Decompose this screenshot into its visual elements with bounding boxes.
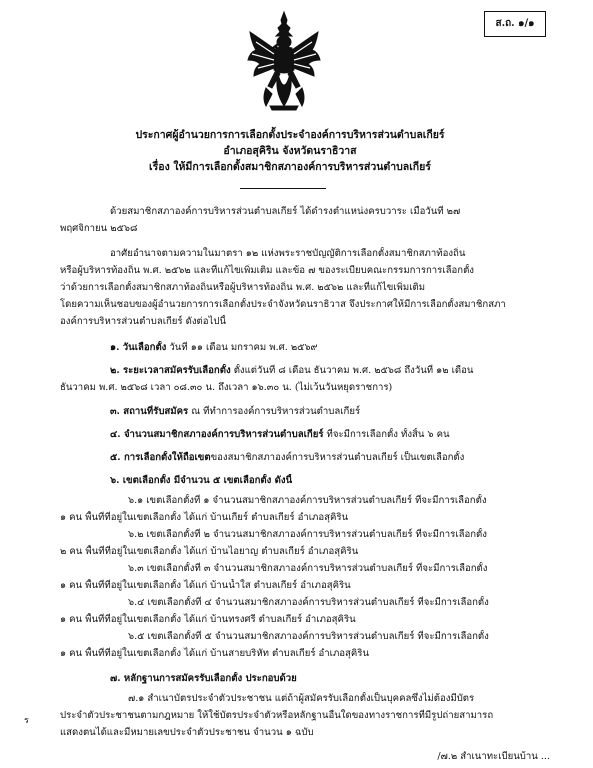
item-3-text: ณ ที่ทำการองค์การบริหารส่วนตำบลเกียร์ bbox=[188, 406, 361, 417]
intro-p2-line3: ว่าด้วยการเลือกตั้งสมาชิกสภาท้องถิ่นหรือผู้บริหารท้องถิ่น พ.ศ. ๒๕๖๒ และที่แก้ไขเพิ่มเติม bbox=[60, 282, 426, 293]
item-3-label: ๓. สถานที่รับสมัคร bbox=[110, 406, 189, 417]
district-1-line2: ๑ คน พื้นที่ที่อยู่ในเขตเลือกตั้ง ได้แก่ บ้านเกียร์ ตำบลเกียร์ อำเภอสุคิริน bbox=[60, 512, 349, 523]
item-7-1-line2: ประจำตัวประชาชนตามกฎหมาย ให้ใช้บัตรประจำตัวหรือหลักฐานอื่นใดของทางราชการที่มีรูปถ่ายสามารถ bbox=[60, 710, 494, 721]
title-line-2: อำเภอสุคิริน จังหวัดนราธิวาส bbox=[223, 145, 357, 157]
item-7-label: ๗. หลักฐานการสมัครรับเลือกตั้ง ประกอบด้วย bbox=[110, 673, 297, 684]
item-1 bbox=[110, 341, 550, 354]
district-2-line1: ๖.๒ เขตเลือกตั้งที่ ๒ จำนวนสมาชิกสภาองค์การบริหารส่วนตำบลเกียร์ ที่จะมีการเลือกตั้ง bbox=[128, 529, 487, 540]
form-code-box: ส.ถ. ๑/๑ bbox=[484, 11, 546, 37]
item-4-text: ที่จะมีการเลือกตั้ง ทั้งสิ้น ๖ คน bbox=[323, 429, 450, 440]
intro-p2-line4: โดยความเห็นชอบของผู้อำนวยการการเลือกตั้งประจำจังหวัดนราธิวาส จึงประกาศให้มีการเลือกตั้งสมาชิกสภา bbox=[60, 299, 506, 310]
title-divider bbox=[240, 188, 326, 189]
item-5-label: ๕. การเลือกตั้งให้ถือเขต bbox=[110, 452, 211, 463]
item-1-text: วันที่ ๑๑ เดือน มกราคม พ.ศ. ๒๕๖๙ bbox=[166, 342, 318, 353]
intro-p2-line2: หรือผู้บริหารท้องถิ่น พ.ศ. ๒๕๖๒ และที่แก้ไขเพิ่มเติม และข้อ ๗ ของระเบียบคณะกรรมการการเลือกตั้ง bbox=[60, 265, 474, 276]
item-5 bbox=[110, 451, 550, 464]
item-7-1-line1: ๗.๑ สำเนาบัตรประจำตัวประชาชน แต่ถ้าผู้สมัครรับเลือกตั้งเป็นบุคคลซึ่งไม่ต้องมีบัตร bbox=[128, 693, 475, 704]
intro-p1-line1: ด้วยสมาชิกสภาองค์การบริหารส่วนตำบลเกียร์ ได้ดำรงตำแหน่งครบวาระ เมื่อวันที่ ๒๗ bbox=[110, 206, 461, 217]
item-3 bbox=[110, 405, 550, 418]
continued-note: /๗.๒ สำเนาทะเบียนบ้าน ... bbox=[437, 751, 550, 762]
district-4-line1: ๖.๔ เขตเลือกตั้งที่ ๔ จำนวนสมาชิกสภาองค์การบริหารส่วนตำบลเกียร์ ที่จะมีการเลือกตั้ง bbox=[128, 597, 489, 608]
item-7-1-line3: แสดงตนได้และมีหมายเลขประจำตัวประชาชน จำนวน ๑ ฉบับ bbox=[60, 727, 314, 738]
district-2-line2: ๒ คน พื้นที่ที่อยู่ในเขตเลือกตั้ง ได้แก่ บ้านไอยาญ ตำบลเกียร์ อำเภอสุคิริน bbox=[60, 546, 359, 557]
district-5-line2: ๑ คน พื้นที่ที่อยู่ในเขตเลือกตั้ง ได้แก่ บ้านสายบริหัท ตำบลเกียร์ อำเภอสุคิริน bbox=[60, 648, 370, 659]
item-2-label: ๒. ระยะเวลาสมัครรับเลือกตั้ง bbox=[110, 365, 231, 376]
intro-p2-line1: อาศัยอำนาจตามความในมาตรา ๑๒ แห่งพระราชบัญญัติการเลือกตั้งสมาชิกสภาท้องถิ่น bbox=[110, 248, 466, 259]
item-5-text: องค์การบริหารส่วนตำบลเกียร์ เป็นเขตเลือกตั้ง bbox=[275, 452, 465, 463]
garuda-emblem-icon bbox=[246, 10, 322, 114]
district-4-line2: ๑ คน พื้นที่ที่อยู่ในเขตเลือกตั้ง ได้แก่ บ้านทรงศรี ตำบลเกียร์ อำเภอสุคิริน bbox=[60, 614, 356, 625]
item-2 bbox=[110, 364, 550, 377]
intro-p2-line5: องค์การบริหารส่วนตำบลเกียร์ ดังต่อไปนี้ bbox=[60, 316, 226, 327]
district-1-line1: ๖.๑ เขตเลือกตั้งที่ ๑ จำนวนสมาชิกสภาองค์การบริหารส่วนตำบลเกียร์ ที่จะมีการเลือกตั้ง bbox=[128, 495, 487, 506]
district-3-line2: ๑ คน พื้นที่ที่อยู่ในเขตเลือกตั้ง ได้แก่ บ้านน้ำใส ตำบลเกียร์ อำเภอสุคิริน bbox=[60, 580, 351, 591]
title-line-1: ประกาศผู้อำนวยการการเลือกตั้งประจำองค์การบริหารส่วนตำบลเกียร์ bbox=[135, 129, 445, 141]
item-2-line2: ธันวาคม พ.ศ. ๒๕๖๘ เวลา ๐๘.๓๐ น. ถึงเวลา ๑๖.๓๐ น. (ไม่เว้นวันหยุดราชการ) bbox=[60, 382, 393, 393]
item-4 bbox=[110, 428, 550, 441]
item-4-label: ๔. จำนวนสมาชิกสภาองค์การบริหารส่วนตำบลเกียร์ bbox=[110, 429, 324, 440]
title-line-3: เรื่อง ให้มีการเลือกตั้งสมาชิกสภาองค์การบริหารส่วนตำบลเกียร์ bbox=[149, 161, 431, 173]
intro-p1-line2: พฤศจิกายน ๒๕๖๘ bbox=[60, 223, 138, 234]
margin-mark: ร bbox=[24, 716, 29, 726]
item-6-label: ๖. เขตเลือกตั้ง มีจำนวน ๕ เขตเลือกตั้ง ดังนี้ bbox=[110, 475, 293, 486]
item-2-text: ตั้งแต่วันที่ ๘ เดือน ธันวาคม พ.ศ. ๒๕๖๘ ถึงวันที่ ๑๒ เดือน bbox=[230, 365, 474, 376]
item-5-obscured: ของสมาชิกสภา bbox=[210, 452, 276, 463]
district-3-line1: ๖.๓ เขตเลือกตั้งที่ ๓ จำนวนสมาชิกสภาองค์การบริหารส่วนตำบลเกียร์ ที่จะมีการเลือกตั้ง bbox=[128, 563, 488, 574]
item-1-label: ๑. วันเลือกตั้ง bbox=[110, 342, 167, 353]
district-5-line1: ๖.๕ เขตเลือกตั้งที่ ๕ จำนวนสมาชิกสภาองค์การบริหารส่วนตำบลเกียร์ ที่จะมีการเลือกตั้ง bbox=[128, 631, 489, 642]
